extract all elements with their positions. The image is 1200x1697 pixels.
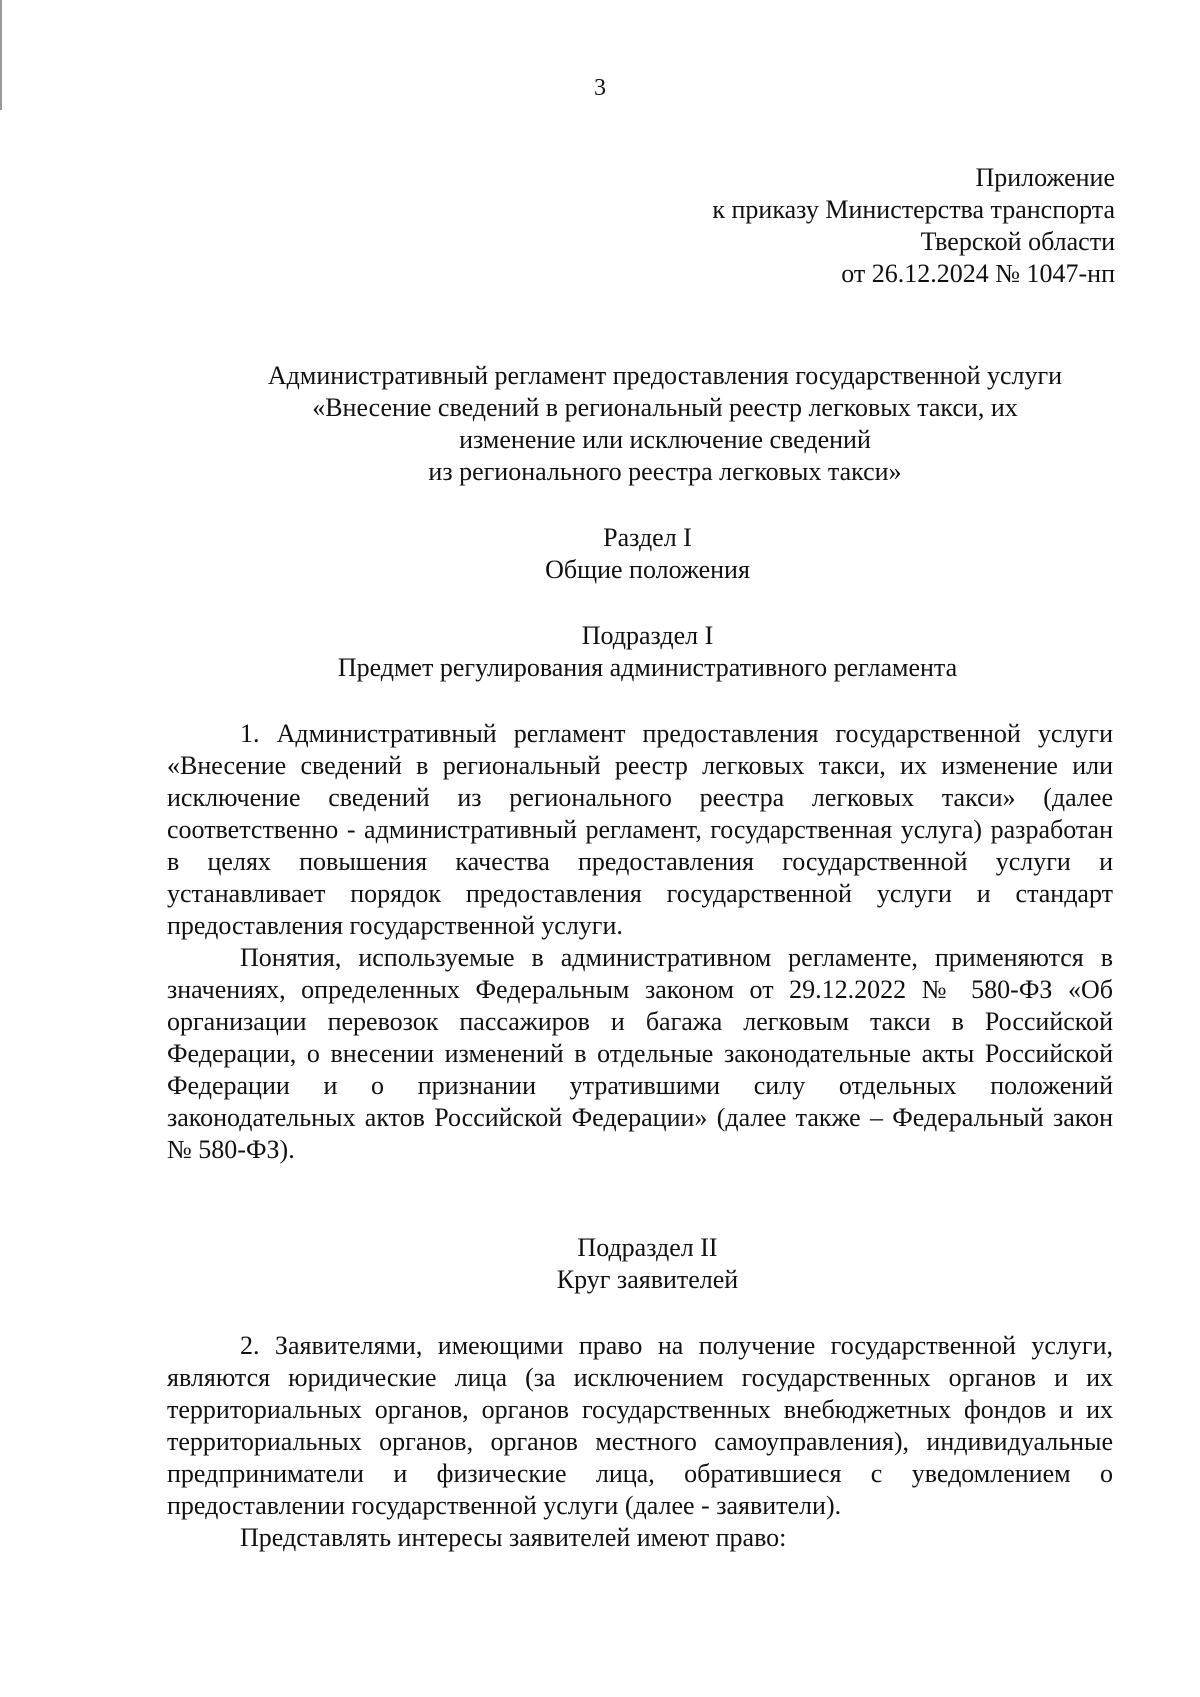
subsection-heading (170, 620, 1125, 684)
title-line: из регионального реестра легковых такси» (428, 457, 902, 486)
subsection-title: Предмет регулирования административного регламента (337, 653, 958, 682)
paragraph: Понятия, используемые в административном регламенте, применяются в значениях, определенных Федеральным законом от 29.12.2022 № 580-ФЗ «Об организации перевозок пассажиров и багажа легковым такси в Российской Федерации, о внесении изменений в отдельные законодательные акты Российской Федерации и о признании утратившими силу отдельных положений законодательных актов Российской Федерации» (далее также – Федеральный закон № 580-ФЗ). (167, 943, 1113, 1164)
section-title: Общие положения (545, 555, 750, 584)
annex-block (712, 162, 1115, 290)
title-line: изменение или исключение сведений (459, 425, 871, 454)
subsection-2-body (167, 1330, 1113, 1554)
subsection-1-body (167, 718, 1113, 1166)
section-heading (170, 522, 1125, 586)
subsection-label: Подраздел II (577, 1233, 718, 1262)
page-number: 3 (594, 75, 606, 101)
annex-line: к приказу Министерства транспорта (712, 195, 1115, 224)
title-line: Административный регламент предоставления государственной услуги (267, 361, 1063, 390)
annex-line: Тверской области (920, 227, 1115, 256)
paragraph: Представлять интересы заявителей имеют право: (240, 1523, 787, 1552)
subsection-title: Круг заявителей (556, 1265, 739, 1294)
annex-date-number: от 26.12.2024 № 1047-нп (841, 259, 1115, 288)
paragraph: 1. Административный регламент предоставления государственной услуги «Внесение сведений в региональный реестр легковых такси, их изменение или исключение сведений из регионального реестра легковых такси» (далее соответственно - административный регламент, государственная услуга) разработан в целях повышения качества предоставления государственной услуги и устанавливает порядок предоставления государственной услуги и стандарт предоставления государственной услуги. (167, 719, 1113, 940)
subsection-label: Подраздел I (581, 621, 714, 650)
document-title (200, 360, 1130, 488)
title-line: «Внесение сведений в региональный реестр легковых такси, их (312, 393, 1018, 422)
subsection-heading (170, 1232, 1125, 1296)
section-label: Раздел I (603, 523, 692, 552)
annex-line: Приложение (975, 163, 1115, 192)
paragraph: 2. Заявителями, имеющими право на получение государственной услуги, являются юридические лица (за исключением государственных органов и их территориальных органов, органов государственных внебюджетных фондов и их территориальных органов, органов местного самоуправления), индивидуальные предприниматели и физические лица, обратившиеся с уведомлением о предоставлении государственной услуги (далее - заявители). (167, 1331, 1113, 1520)
